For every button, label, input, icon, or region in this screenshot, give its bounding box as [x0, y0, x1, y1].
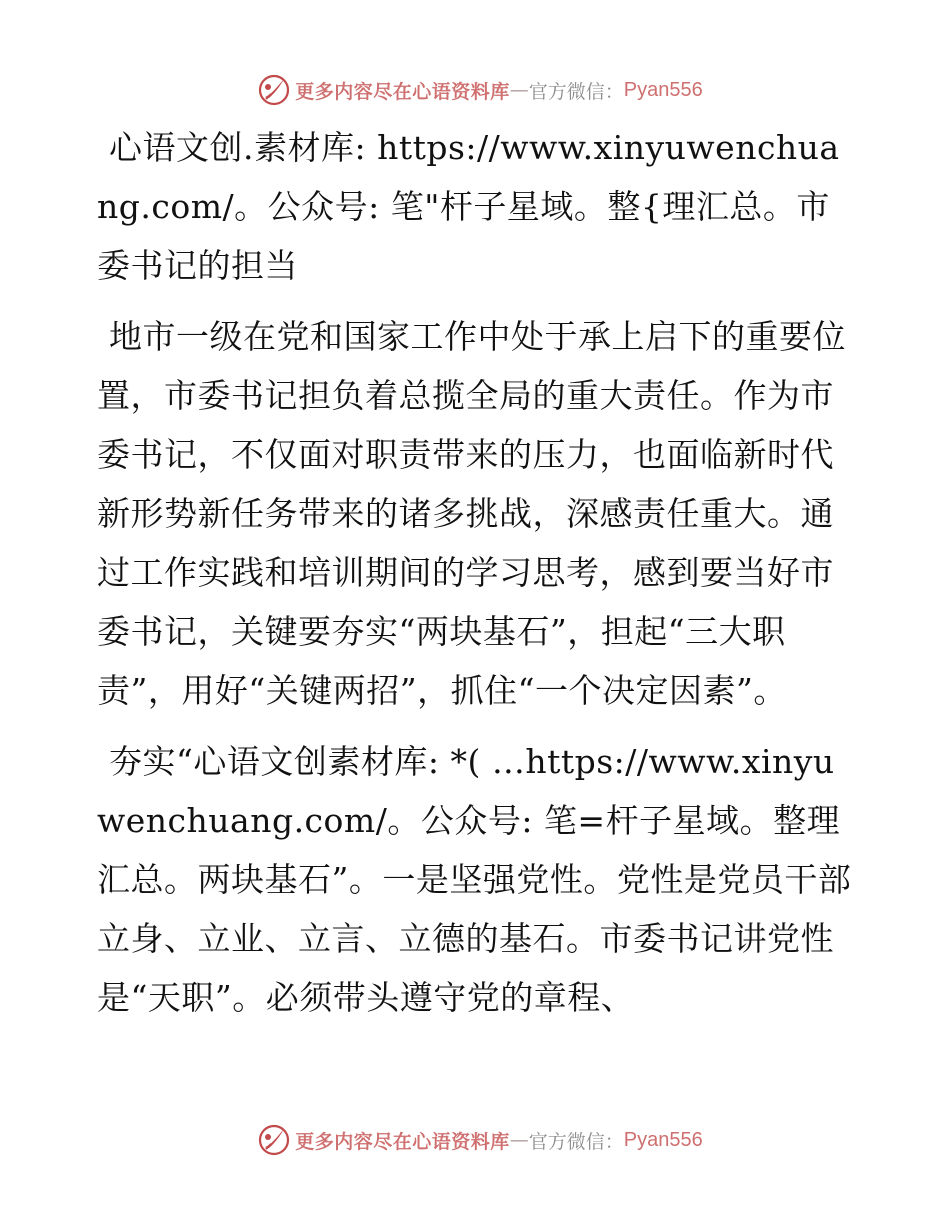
paragraph-2: 地市一级在党和国家工作中处于承上启下的重要位置，市委书记担负着总揽全局的重大责任。作为市委书记，不仅面对职责带来的压力，也面临新时代新形势新任务带来的诸多挑战，深感责任重大。通过工作实践和培训期间的学习思考，感到要当好市委书记，关键要夯实“两块基石”，担起“三大职责”，用好“关键两招”，抓住“一个决定因素”。 [97, 317, 846, 710]
banner-dash: — [509, 79, 529, 101]
banner-wechat-id: Pyan556 [623, 1128, 703, 1151]
banner-dash: — [509, 1129, 529, 1151]
footer-banner [0, 1120, 950, 1160]
banner-wechat-id: Pyan556 [623, 78, 703, 101]
paragraph-1: 心语文创.素材库: https://www.xinyuwenchuang.com/。公众号: 笔"杆子星域。整{理汇总。市委书记的担当 [97, 128, 840, 285]
quill-logo-icon [257, 73, 291, 107]
paragraph-3: 夯实“心语文创素材库: *( …https://www.xinyuwenchuang.com/。公众号: 笔=杆子星域。整理汇总。两块基石”。一是坚强党性。党性是党员干部立身、立业、立言、立德的基石。市委书记讲党性是“天职”。必须带头遵守党的章程、 [97, 742, 852, 1017]
banner-official-label: 官方微信： [528, 1130, 624, 1153]
document-body [97, 118, 857, 1027]
quill-logo-icon [257, 1123, 291, 1157]
banner-slogan: 更多内容尽在心语资料库 [295, 1130, 510, 1153]
banner-official-label: 官方微信： [528, 80, 624, 103]
header-banner [0, 70, 950, 110]
banner-slogan: 更多内容尽在心语资料库 [295, 80, 510, 103]
